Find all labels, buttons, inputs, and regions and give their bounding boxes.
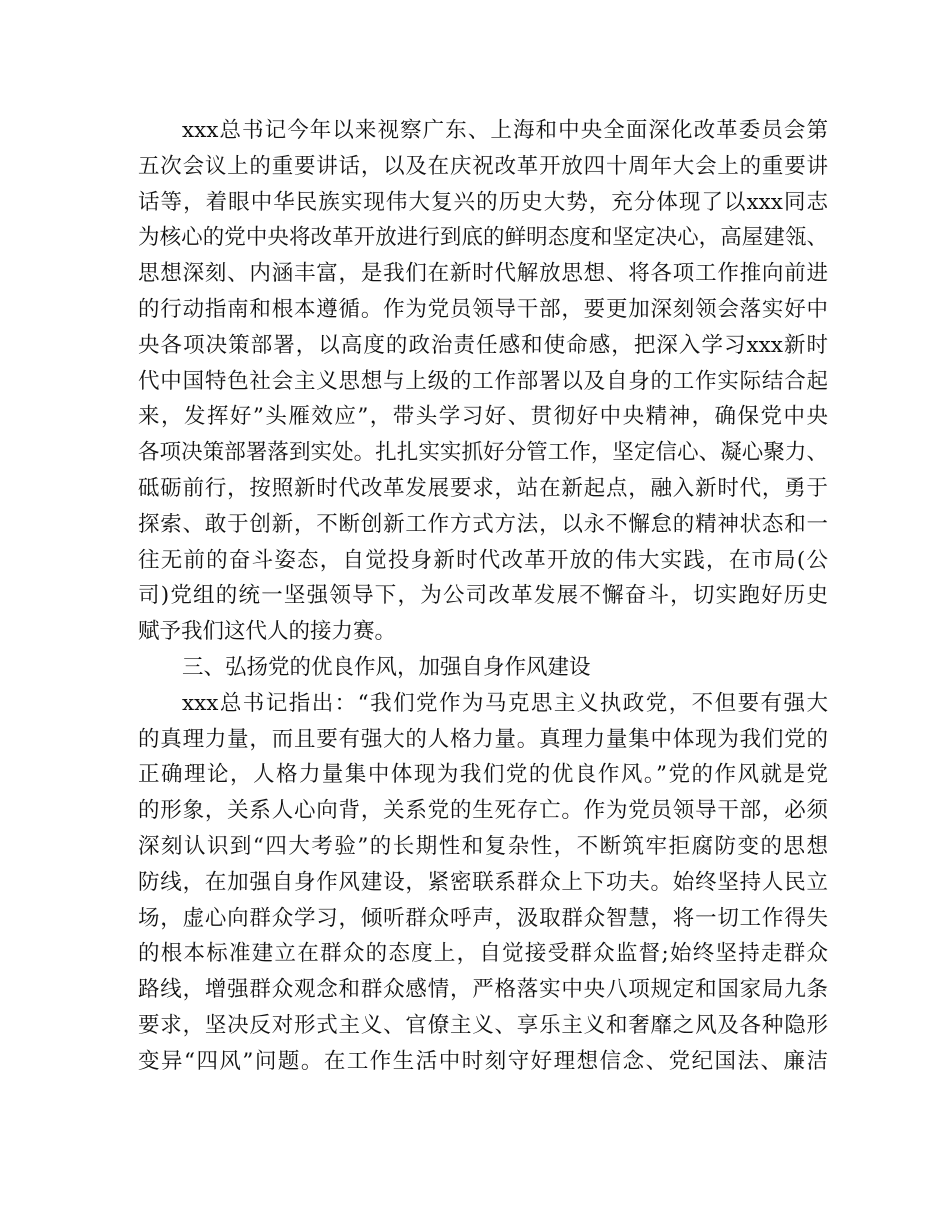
- text-line: 思想深刻、内涵丰富，是我们在新时代解放思想、将各项工作推向前进: [138, 261, 828, 287]
- text-line: 的形象，关系人心向背，关系党的生死存亡。作为党员领导干部，必须: [138, 798, 828, 824]
- text-line: 司)党组的统一坚强领导下，为公司改革发展不懈奋斗，切实跑好历史: [138, 583, 828, 609]
- text-line: 赋予我们这代人的接力赛。: [138, 619, 397, 645]
- text-line: 要求，坚决反对形式主义、官僚主义、享乐主义和奢靡之风及各种隐形: [138, 1012, 828, 1038]
- text-line: 为核心的党中央将改革开放进行到底的鲜明态度和坚定决心，高屋建瓴、: [138, 225, 828, 251]
- text-line: 砥砺前行，按照新时代改革发展要求，站在新起点，融入新时代，勇于: [138, 475, 828, 501]
- text-line: xxx总书记指出：“我们党作为马克思主义执政党，不但要有强大: [182, 690, 828, 716]
- text-line: 央各项决策部署，以高度的政治责任感和使命感，把深入学习xxx新时: [138, 332, 828, 358]
- text-line: 各项决策部署落到实处。扎扎实实抓好分管工作，坚定信心、凝心聚力、: [138, 440, 828, 466]
- text-line: 深刻认识到“四大考验”的长期性和复杂性，不断筑牢拒腐防变的思想: [138, 833, 828, 859]
- text-line: 话等，着眼中华民族实现伟大复兴的历史大势，充分体现了以xxx同志: [138, 189, 828, 215]
- paragraph-2: [138, 686, 828, 1080]
- text-line: 的根本标准建立在群众的态度上，自觉接受群众监督;始终坚持走群众: [138, 941, 828, 967]
- text-line: 探索、敢于创新，不断创新工作方式方法，以永不懈怠的精神状态和一: [138, 511, 828, 537]
- text-line: 场，虚心向群众学习，倾听群众呼声，汲取群众智慧，将一切工作得失: [138, 905, 828, 931]
- text-line: 五次会议上的重要讲话，以及在庆祝改革开放四十周年大会上的重要讲: [138, 153, 828, 179]
- text-line: 来，发挥好”头雁效应”，带头学习好、贯彻好中央精神，确保党中央: [138, 404, 828, 430]
- text-line: 正确理论，人格力量集中体现为我们党的优良作风。”党的作风就是党: [138, 762, 828, 788]
- text-line: 的行动指南和根本遵循。作为党员领导干部，要更加深刻领会落实好中: [138, 296, 828, 322]
- text-line: xxx总书记今年以来视察广东、上海和中央全面深化改革委员会第: [182, 118, 828, 143]
- paragraph-1: [138, 113, 828, 650]
- document-body: [138, 113, 828, 1080]
- section-heading: 三、弘扬党的优良作风，加强自身作风建设: [182, 654, 591, 680]
- text-line: 代中国特色社会主义思想与上级的工作部署以及自身的工作实际结合起: [138, 368, 828, 394]
- text-line: 变异“四风”问题。在工作生活中时刻守好理想信念、党纪国法、廉洁: [138, 1048, 828, 1074]
- text-line: 往无前的奋斗姿态，自觉投身新时代改革开放的伟大实践，在市局(公: [138, 547, 828, 573]
- text-line: 的真理力量，而且要有强大的人格力量。真理力量集中体现为我们党的: [138, 726, 828, 752]
- text-line: 路线，增强群众观念和群众感情，严格落实中央八项规定和国家局九条: [138, 977, 828, 1003]
- text-line: 防线，在加强自身作风建设，紧密联系群众上下功夫。始终坚持人民立: [138, 869, 828, 895]
